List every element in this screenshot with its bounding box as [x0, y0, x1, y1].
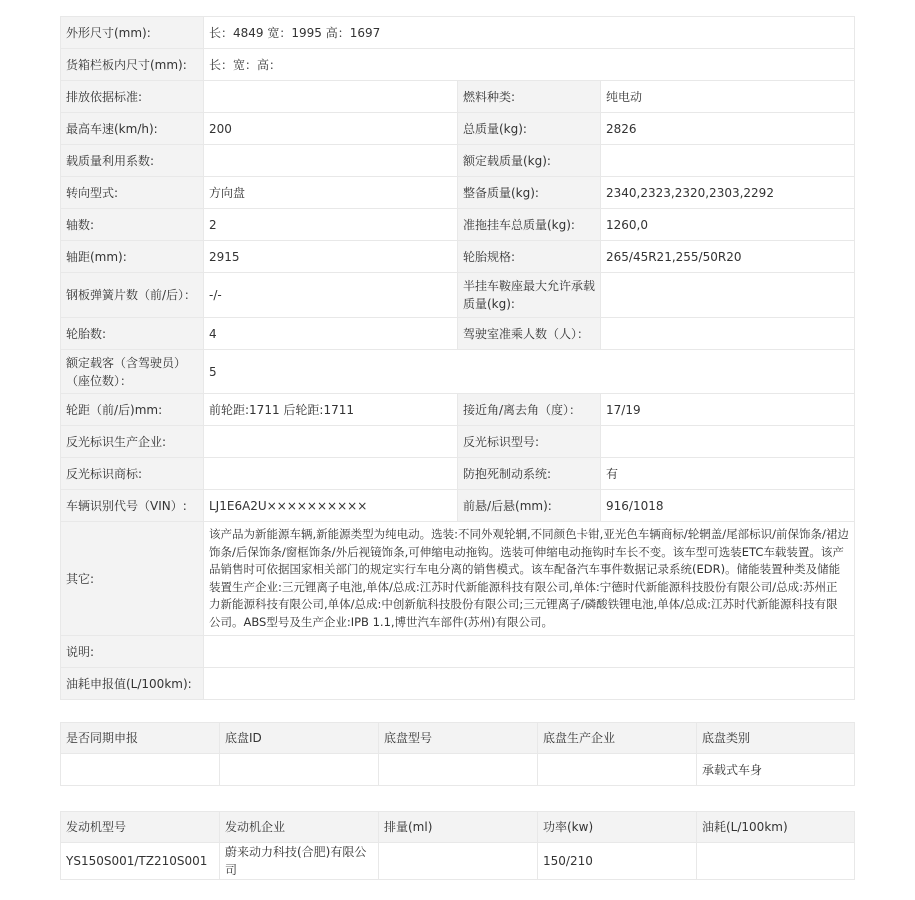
- fuel-consumption-value: [204, 668, 855, 700]
- total-mass-label: 总质量(kg):: [458, 113, 601, 145]
- engine-header-model: 发动机型号: [61, 812, 220, 843]
- vin-label: 车辆识别代号（VIN）:: [61, 490, 204, 522]
- rated-load-label: 额定载质量(kg):: [458, 145, 601, 177]
- reflector-brand-label: 反光标识商标:: [61, 458, 204, 490]
- vin-value: LJ1E6A2U××××××××××: [204, 490, 458, 522]
- dims-value: 长：4849 宽：1995 高：1697: [204, 17, 855, 49]
- engine-cell-maker: 蔚来动力科技(合肥)有限公司: [220, 843, 379, 880]
- reflector-maker-value: [204, 426, 458, 458]
- tire-spec-label: 轮胎规格:: [458, 241, 601, 273]
- trailer-mass-value: 1260,0: [601, 209, 855, 241]
- steering-value: 方向盘: [204, 177, 458, 209]
- leaf-spring-label: 钢板弹簧片数（前/后）：: [61, 273, 204, 318]
- load-util-label: 载质量利用系数:: [61, 145, 204, 177]
- saddle-mass-label: 半挂车鞍座最大允许承载质量(kg):: [458, 273, 601, 318]
- curb-mass-value: 2340,2323,2320,2303,2292: [601, 177, 855, 209]
- cargo-dims-value: 长：宽：高：: [204, 49, 855, 81]
- rated-load-value: [601, 145, 855, 177]
- chassis-header-same-period: 是否同期申报: [61, 723, 220, 754]
- reflector-maker-label: 反光标识生产企业:: [61, 426, 204, 458]
- engine-cell-model: YS150S001/TZ210S001: [61, 843, 220, 880]
- chassis-header-model: 底盘型号: [379, 723, 538, 754]
- seats-label: 额定载客（含驾驶员）（座位数）：: [61, 350, 204, 394]
- emission-label: 排放依据标准:: [61, 81, 204, 113]
- leaf-spring-value: -/-: [204, 273, 458, 318]
- other-value: 该产品为新能源车辆,新能源类型为纯电动。选装:不同外观轮辋,不同颜色卡钳,亚光色车辆商标/轮辋盖/尾部标识/前保饰条/裙边饰条/后保饰条/窗框饰条/外后视镜饰条,可伸缩电动拖钩。选装可伸缩电动拖钩时车长不变。该车型可选装ETC车载装置。该产品销售时可依据国家相关部门的规定实行车电分离的销售模式。该车配备汽车事件数据记录系统(EDR)。储能装置种类及储能装置生产企业:三元锂离子电池,单体/总成:江苏时代新能源科技有限公司,单体:宁德时代新能源科技股份有限公司/总成:苏州正力新能源科技有限公司,单体/总成:中创新航科技股份有限公司;三元锂离子/磷酸铁锂电池,单体/总成:江苏时代新能源科技有限公司。ABS型号及生产企业:IPB 1.1,博世汽车部件(苏州)有限公司。: [204, 522, 855, 636]
- tire-spec-value: 265/45R21,255/50R20: [601, 241, 855, 273]
- approach-angle-value: 17/19: [601, 394, 855, 426]
- cargo-dims-label: 货箱栏板内尺寸(mm):: [61, 49, 204, 81]
- cab-passengers-value: [601, 318, 855, 350]
- axles-value: 2: [204, 209, 458, 241]
- approach-angle-label: 接近角/离去角（度）：: [458, 394, 601, 426]
- fuel-consumption-label: 油耗申报值(L/100km):: [61, 668, 204, 700]
- chassis-header-maker: 底盘生产企业: [538, 723, 697, 754]
- overhang-value: 916/1018: [601, 490, 855, 522]
- note-label: 说明:: [61, 636, 204, 668]
- steering-label: 转向型式:: [61, 177, 204, 209]
- axles-label: 轴数:: [61, 209, 204, 241]
- engine-table: [60, 811, 855, 880]
- load-util-value: [204, 145, 458, 177]
- reflector-model-value: [601, 426, 855, 458]
- saddle-mass-value: [601, 273, 855, 318]
- abs-value: 有: [601, 458, 855, 490]
- chassis-header-id: 底盘ID: [220, 723, 379, 754]
- vehicle-spec-table: [60, 16, 855, 700]
- other-label: 其它:: [61, 522, 204, 636]
- chassis-cell-type: 承载式车身: [697, 754, 855, 786]
- engine-cell-power: 150/210: [538, 843, 697, 880]
- total-mass-value: 2826: [601, 113, 855, 145]
- chassis-header-type: 底盘类别: [697, 723, 855, 754]
- overhang-label: 前悬/后悬(mm):: [458, 490, 601, 522]
- engine-header-consumption: 油耗(L/100km): [697, 812, 855, 843]
- wheelbase-label: 轴距(mm):: [61, 241, 204, 273]
- engine-cell-consumption: [697, 843, 855, 880]
- engine-header-power: 功率(kw): [538, 812, 697, 843]
- trailer-mass-label: 准拖挂车总质量(kg):: [458, 209, 601, 241]
- max-speed-value: 200: [204, 113, 458, 145]
- chassis-cell-id: [220, 754, 379, 786]
- chassis-table: [60, 722, 855, 786]
- cab-passengers-label: 驾驶室准乘人数（人）：: [458, 318, 601, 350]
- seats-value: 5: [204, 350, 855, 394]
- tire-count-value: 4: [204, 318, 458, 350]
- engine-cell-displacement: [379, 843, 538, 880]
- max-speed-label: 最高车速(km/h):: [61, 113, 204, 145]
- note-value: [204, 636, 855, 668]
- engine-header-displacement: 排量(ml): [379, 812, 538, 843]
- fuel-value: 纯电动: [601, 81, 855, 113]
- track-label: 轮距（前/后)mm:: [61, 394, 204, 426]
- chassis-cell-maker: [538, 754, 697, 786]
- wheelbase-value: 2915: [204, 241, 458, 273]
- abs-label: 防抱死制动系统:: [458, 458, 601, 490]
- reflector-model-label: 反光标识型号:: [458, 426, 601, 458]
- tire-count-label: 轮胎数:: [61, 318, 204, 350]
- dims-label: 外形尺寸(mm):: [61, 17, 204, 49]
- emission-value: [204, 81, 458, 113]
- curb-mass-label: 整备质量(kg):: [458, 177, 601, 209]
- reflector-brand-value: [204, 458, 458, 490]
- chassis-cell-same-period: [61, 754, 220, 786]
- fuel-label: 燃料种类:: [458, 81, 601, 113]
- track-value: 前轮距:1711 后轮距:1711: [204, 394, 458, 426]
- engine-header-maker: 发动机企业: [220, 812, 379, 843]
- chassis-cell-model: [379, 754, 538, 786]
